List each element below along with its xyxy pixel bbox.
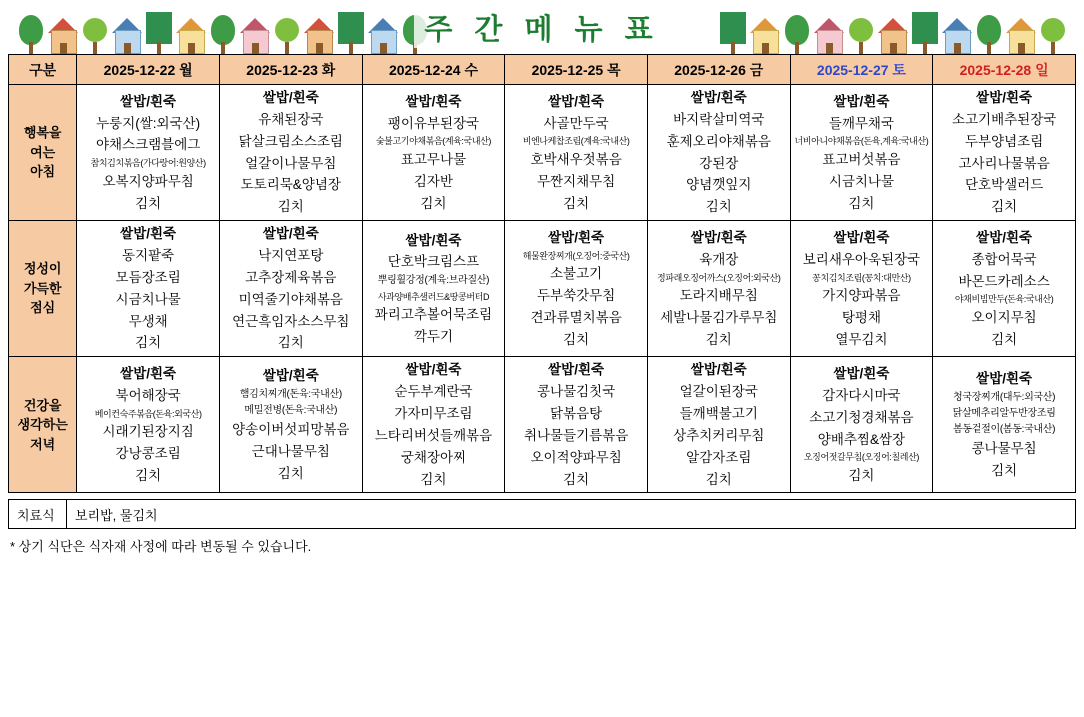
table-header-row <box>9 55 1076 85</box>
house-icon <box>240 4 270 54</box>
meal-cell <box>790 85 933 221</box>
menu-item: 콩나물무침 <box>971 441 1037 457</box>
menu-item: 김치 <box>991 199 1018 215</box>
tree-icon <box>718 4 748 54</box>
menu-item: 김치 <box>563 195 590 211</box>
menu-item: 사과양배추샐러드&땅콩버터D <box>377 291 490 302</box>
house-icon <box>942 4 972 54</box>
menu-item: 시금치나물 <box>115 291 181 307</box>
menu-item: 양념깻잎지 <box>686 177 752 193</box>
menu-item: 해물완장찌개(오징어:중국산) <box>522 250 630 261</box>
menu-item: 사골만두국 <box>543 115 609 131</box>
therapy-row <box>9 500 1076 529</box>
menu-item: 모듬장조림 <box>115 269 181 285</box>
tree-icon <box>910 4 940 54</box>
menu-item: 김자반 <box>413 173 454 189</box>
meal-row <box>9 357 1076 493</box>
menu-item: 깍두기 <box>413 328 454 344</box>
menu-item: 호박새우젓볶음 <box>530 151 622 167</box>
tree-icon <box>208 4 238 54</box>
house-icon <box>1006 4 1036 54</box>
menu-item: 쌀밥/흰죽 <box>120 93 177 109</box>
menu-item: 양배추찜&쌈장 <box>817 431 906 447</box>
page-title: 주 간 메 뉴 표 <box>414 7 669 48</box>
menu-item: 봄동겉절이(봄동:국내산) <box>953 424 1056 436</box>
menu-item: 종합어묵국 <box>971 251 1037 267</box>
therapy-value: 보리밥, 물김치 <box>67 500 1076 529</box>
house-icon <box>176 4 206 54</box>
meal-cell <box>933 221 1076 357</box>
menu-item: 고사리나물볶음 <box>958 155 1050 171</box>
menu-item: 닭볶음탕 <box>550 406 603 422</box>
menu-item: 도토리묵&양념장 <box>240 177 341 193</box>
tree-icon <box>144 4 174 54</box>
menu-item: 소고기배추된장국 <box>951 111 1057 127</box>
therapy-label: 치료식 <box>9 500 67 529</box>
tree-icon <box>1038 4 1068 54</box>
menu-item: 숯불고기야채볶음(계육:국내산) <box>375 136 492 147</box>
menu-item: 고추장제육볶음 <box>245 269 337 285</box>
house-icon <box>112 4 142 54</box>
meal-cell <box>505 221 648 357</box>
menu-item: 콩나물김칫국 <box>536 384 616 400</box>
tree-icon <box>272 4 302 54</box>
meal-cell <box>505 85 648 221</box>
meal-cell <box>790 357 933 493</box>
menu-item: 육개장 <box>699 251 739 267</box>
menu-item: 강낭콩조림 <box>115 446 181 462</box>
menu-item: 연근흑임자소스무침 <box>232 313 350 329</box>
menu-item: 도라지배무침 <box>679 288 758 304</box>
menu-item: 김치 <box>135 467 162 483</box>
menu-item: 메밀전병(돈육:국내산) <box>244 405 338 417</box>
meal-cell <box>647 85 790 221</box>
menu-item: 김치 <box>705 471 732 487</box>
house-icon <box>48 4 78 54</box>
menu-item: 김치 <box>277 335 304 351</box>
menu-item: 취나물들기름볶음 <box>523 427 629 443</box>
menu-item: 쌀밥/흰죽 <box>833 365 890 381</box>
menu-item: 김치 <box>277 199 304 215</box>
meal-cell <box>933 357 1076 493</box>
menu-item: 김치 <box>991 331 1018 347</box>
menu-item: 상추치커리무침 <box>673 427 765 443</box>
menu-item: 닭살메추리알두반장조림 <box>952 407 1056 419</box>
menu-item: 시금치나물 <box>828 173 895 189</box>
tree-icon <box>80 4 110 54</box>
house-icon <box>814 4 844 54</box>
menu-item: 오이적양파무침 <box>530 449 622 465</box>
menu-item: 쌀밥/흰죽 <box>120 226 177 242</box>
meal-cell <box>505 357 648 493</box>
therapy-diet-table <box>8 499 1076 529</box>
menu-item: 쌀밥/흰죽 <box>548 229 605 245</box>
menu-item: 쌀밥/흰죽 <box>833 229 890 245</box>
menu-item: 근대나물무침 <box>251 444 330 460</box>
menu-item: 김치 <box>420 471 447 487</box>
meal-cell <box>77 85 220 221</box>
column-header-day-1: 2025-12-22 월 <box>77 55 220 85</box>
menu-item: 쌀밥/흰죽 <box>976 90 1033 105</box>
menu-item: 탕평채 <box>841 309 881 325</box>
menu-item: 햄김치찌개(돈육:국내산) <box>239 388 342 400</box>
house-icon <box>750 4 780 54</box>
menu-item: 김치 <box>135 195 162 211</box>
house-icon <box>304 4 334 54</box>
menu-item: 시래기된장지짐 <box>102 424 194 440</box>
column-header-day-5: 2025-12-26 금 <box>647 55 790 85</box>
tree-icon <box>336 4 366 54</box>
menu-item: 느타리버섯들깨볶음 <box>374 427 493 443</box>
column-header-day-7: 2025-12-28 일 <box>933 55 1076 85</box>
menu-item: 야채비빔만두(돈육:국내산) <box>954 294 1054 305</box>
banner-decoration-right <box>718 0 1068 54</box>
menu-item: 쌀밥/흰죽 <box>120 365 177 381</box>
house-icon <box>368 4 398 54</box>
menu-item: 소불고기 <box>550 266 603 282</box>
menu-item: 비엔나케찹조림(계육:국내산) <box>522 136 630 147</box>
meal-period-label: 행복을 여는 아침 <box>9 85 77 221</box>
menu-item: 닭살크림소스조림 <box>238 133 343 149</box>
menu-item: 보리새우아욱된장국 <box>802 251 921 267</box>
menu-item: 쌀밥/흰죽 <box>262 90 319 105</box>
meal-cell <box>647 221 790 357</box>
menu-item: 쌀밥/흰죽 <box>548 362 605 378</box>
meal-cell <box>219 85 362 221</box>
menu-item: 궁채장아찌 <box>400 449 467 465</box>
column-header-day-6: 2025-12-27 토 <box>790 55 933 85</box>
weekly-menu-table <box>8 54 1076 493</box>
menu-item: 김치 <box>705 331 732 347</box>
tree-icon <box>16 4 46 54</box>
menu-item: 강된장 <box>699 155 739 171</box>
menu-item: 꽈리고추볼어묵조림 <box>374 307 493 323</box>
column-header-day-2: 2025-12-23 화 <box>219 55 362 85</box>
meal-cell <box>219 357 362 493</box>
menu-item: 유채된장국 <box>258 111 324 127</box>
menu-item: 단호박샐러드 <box>965 177 1044 193</box>
menu-item: 양송이버섯피망볶음 <box>232 422 350 438</box>
menu-item: 미역줄기야채볶음 <box>238 291 343 307</box>
menu-item: 쌀밥/흰죽 <box>262 226 319 242</box>
menu-item: 단호박크림스프 <box>387 254 480 270</box>
banner-decoration-left <box>16 0 430 54</box>
menu-item: 쌀밥/흰죽 <box>405 362 462 378</box>
meal-row <box>9 221 1076 357</box>
menu-item: 쌀밥/흰죽 <box>405 232 462 248</box>
menu-item: 들깨무채국 <box>828 115 895 131</box>
menu-item: 김치 <box>991 463 1018 479</box>
menu-item: 두부양념조림 <box>965 133 1044 149</box>
menu-item: 오복지양파무침 <box>102 173 194 189</box>
menu-item: 두부쑥갓무침 <box>536 288 616 304</box>
meal-row <box>9 85 1076 221</box>
column-header-day-4: 2025-12-25 목 <box>505 55 648 85</box>
meal-cell <box>362 357 505 493</box>
menu-item: 김치 <box>848 195 875 211</box>
menu-item: 표고무나물 <box>400 151 467 167</box>
menu-item: 쌀밥/흰죽 <box>690 362 747 378</box>
menu-item: 얼갈이된장국 <box>679 384 758 400</box>
tree-icon <box>782 4 812 54</box>
menu-item: 쌀밥/흰죽 <box>405 93 462 109</box>
meal-cell <box>647 357 790 493</box>
menu-item: 동지팥죽 <box>122 248 175 264</box>
menu-item: 쌀밥/흰죽 <box>976 370 1033 386</box>
meal-cell <box>77 221 220 357</box>
menu-item: 낙지연포탕 <box>258 248 324 264</box>
menu-item: 쌀밥/흰죽 <box>690 90 747 105</box>
menu-item: 오이지무침 <box>971 309 1037 325</box>
menu-item: 김치 <box>848 467 875 483</box>
menu-item: 김치 <box>135 335 162 351</box>
house-icon <box>878 4 908 54</box>
menu-item: 정파래오징어까스(오징어:외국산) <box>657 272 781 283</box>
menu-item: 북어해장국 <box>115 387 181 403</box>
meal-cell <box>219 221 362 357</box>
menu-item: 순두부계란국 <box>394 384 473 400</box>
meal-cell <box>77 357 220 493</box>
menu-item: 김치 <box>277 465 304 481</box>
menu-item: 누룽지(쌀:외국산) <box>96 115 201 131</box>
menu-item: 청국장찌개(대두:외국산) <box>953 391 1056 403</box>
menu-item: 베이컨숙주볶음(돈육:외국산) <box>94 408 202 419</box>
menu-item: 훈제오리야채볶음 <box>666 133 771 149</box>
menu-item: 견과류멸치볶음 <box>530 309 622 325</box>
menu-item: 김치 <box>563 471 590 487</box>
menu-item: 쌀밥/흰죽 <box>976 229 1033 245</box>
menu-item: 뿌링휠강정(계육:브라질산) <box>377 275 490 287</box>
meal-cell <box>362 221 505 357</box>
tree-icon <box>846 4 876 54</box>
footnote: * 상기 식단은 식자재 사정에 따라 변동될 수 있습니다. <box>10 539 312 555</box>
menu-item: 김치 <box>420 195 447 211</box>
menu-item: 너비아니야채볶음(돈육,계육:국내산) <box>794 136 929 147</box>
menu-item: 무짠지채무침 <box>536 173 616 189</box>
menu-item: 무생채 <box>128 313 168 329</box>
page-banner <box>8 0 1076 54</box>
menu-item: 쌀밥/흰죽 <box>262 367 319 383</box>
menu-item: 세발나물김가루무침 <box>660 309 778 325</box>
menu-item: 감자다시마국 <box>822 387 901 403</box>
menu-item: 팽이유부된장국 <box>387 115 480 131</box>
menu-item: 표고버섯볶음 <box>822 151 901 167</box>
menu-item: 쌀밥/흰죽 <box>548 93 605 109</box>
column-header-day-3: 2025-12-24 수 <box>362 55 505 85</box>
menu-item: 소고기청경채볶음 <box>809 409 914 425</box>
menu-item: 쌀밥/흰죽 <box>690 229 747 245</box>
meal-cell <box>362 85 505 221</box>
meal-period-label: 건강을 생각하는 저녁 <box>9 357 77 493</box>
tree-icon <box>974 4 1004 54</box>
menu-item: 알감자조림 <box>686 449 752 465</box>
menu-item: 쌀밥/흰죽 <box>833 93 890 109</box>
menu-item: 꽁치김치조림(꽁치:대만산) <box>812 272 911 283</box>
menu-item: 김치 <box>563 331 590 347</box>
menu-item: 야채스크램블에그 <box>95 137 201 153</box>
menu-item: 열무김치 <box>835 331 888 347</box>
menu-item: 얼갈이나물무침 <box>245 155 337 171</box>
meal-period-label: 정성이 가득한 점심 <box>9 221 77 357</box>
menu-item: 오징어젓갈무침(오징어:칠레산) <box>803 452 919 463</box>
menu-item: 바몬드카레소스 <box>958 273 1050 289</box>
meal-cell <box>790 221 933 357</box>
column-header-gubun: 구분 <box>9 55 77 85</box>
menu-item: 김치 <box>705 199 732 215</box>
meal-cell <box>933 85 1076 221</box>
menu-item: 가지양파볶음 <box>822 288 901 304</box>
menu-item: 가자미무조림 <box>394 406 473 422</box>
menu-item: 바지락살미역국 <box>673 111 765 127</box>
menu-item: 참치김치볶음(가다랑어:원양산) <box>90 158 206 169</box>
menu-item: 들깨백불고기 <box>679 406 758 422</box>
